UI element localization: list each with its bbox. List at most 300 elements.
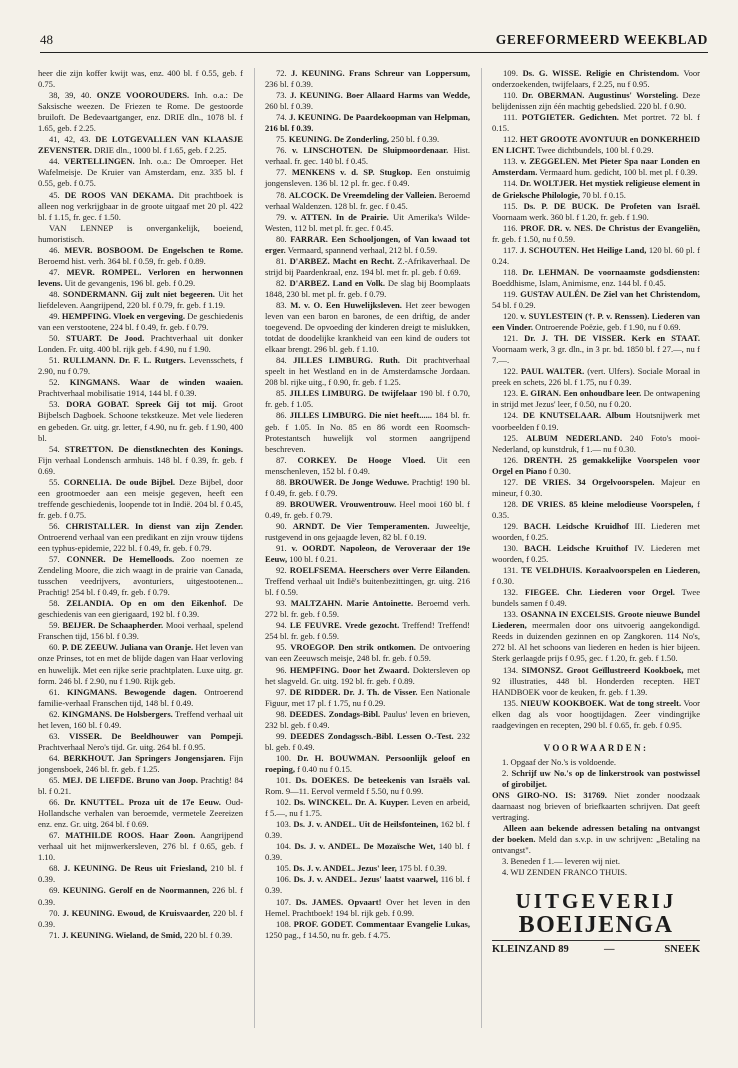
entry-title: KEUNING. De Zonderling, <box>288 134 390 145</box>
book-entry <box>492 609 700 664</box>
book-entry <box>492 156 700 178</box>
entry-details: De geschiedenis van een gierigaard, 192 bl. f 0.39. <box>38 598 244 620</box>
entry-title: BERKHOUT. Jan Springers Jongensjaren. <box>63 752 226 763</box>
entry-details: 240 Foto's mooi-Nederland, op kunstdruk, f 1.— nu f 0.30. <box>492 432 700 454</box>
book-entry <box>38 554 243 598</box>
entry-details: (vert. Ulfers). Sociale Moraal in preek en schets, 226 bl. f 1.75, nu f 0.39. <box>492 366 701 388</box>
entry-title: MEVR. ROMPEL. Verloren en herwonnen levens. <box>38 266 243 288</box>
entry-details: 220 bl. f 0.39. <box>38 907 244 929</box>
entry-number: 96. <box>276 664 287 675</box>
entry-details: 1250 pag., f 14.50, nu fr. geb. f 4.75. <box>265 929 391 940</box>
book-entry <box>265 477 470 499</box>
entry-details: Voornaam werk. 360 bl. f 1.20, fr. geb. f 1.90. <box>492 211 649 222</box>
condition-2-text: Schrijf uw No.'s op de linkerstrook van postwissel of girobiljet. <box>502 767 700 789</box>
publisher-address <box>492 940 700 958</box>
entry-number: 62. <box>49 708 60 719</box>
book-entry <box>492 178 700 200</box>
entry-details: fr. geb. f 1.50, nu f 0.59. <box>492 233 576 244</box>
book-entry <box>492 223 700 245</box>
book-entry <box>492 455 700 477</box>
book-entry <box>38 830 243 863</box>
entry-title: BACH. Leidsche Kruithof <box>524 543 629 554</box>
entry-title: Ds. G. WISSE. Religie en Christendom. <box>522 68 680 78</box>
publication-title: GEREFORMEERD WEEKBLAD <box>495 32 708 47</box>
entry-details: Doktersleven op het slagveld. Gr. uitg. 192 bl. fr. geb. f 0.89. <box>265 664 470 686</box>
book-entry <box>265 134 470 145</box>
book-entry <box>265 388 470 410</box>
entry-number: 99. <box>276 730 287 741</box>
book-entry <box>492 587 700 609</box>
entry-number: 60. <box>49 642 60 653</box>
column-divider <box>254 68 255 1028</box>
publisher-city: SNEEK <box>664 944 700 956</box>
book-entry <box>492 477 700 499</box>
book-entry <box>265 145 470 167</box>
entry-title: MEJ. DE LIEFDE. Bruno van Joop. <box>62 775 198 785</box>
entry-details: 184 bl. fr. geb. f 1.05. In No. 85 en 86 wordt een Roomsch-Protestantsch huwelijk vol stormen aangrijpend beschreven. <box>265 410 470 454</box>
book-entry <box>265 565 470 598</box>
entry-title: Ds. P. DE BUCK. De Profeten van Israël. <box>523 200 700 211</box>
column-1 <box>38 68 243 941</box>
book-entry <box>265 112 470 134</box>
entry-details: Uit Amerika's Wilde-Westen, 112 bl. met pl. fr. gec. f 0.45. <box>265 211 471 233</box>
entry-title: BROUWER. Vrouwentrouw. <box>289 498 397 509</box>
entry-title: ONZE VOOROUDERS. <box>96 90 190 101</box>
entry-details: f 0.30. <box>548 465 571 476</box>
entry-details: 140 bl. f 0.39. <box>265 841 470 863</box>
entry-details: Een onstuimig jongensleven. 136 bl. 12 pl. fr. gec. f 0.49. <box>265 167 471 189</box>
conditions-heading: VOORWAARDEN: <box>543 742 649 753</box>
entry-number: 124. <box>503 410 518 421</box>
entry-number: 131. <box>503 565 518 576</box>
book-entry <box>492 134 700 156</box>
book-entry <box>38 598 243 620</box>
entry-title: J. KEUNING. Frans Schreur van Loppersum, <box>290 68 470 78</box>
entry-details: Voornaam werk, 3 gr. dln., in 3 pr. bd. 1850 bl. f 27.—, nu f 7.—. <box>492 344 700 366</box>
entry-details: Prachtverhaal uit donker Londen. Fr. uitg. 400 bl. rijk geb. f 4.90, nu f 1.90. <box>38 333 244 355</box>
entry-number: 83. <box>276 299 287 310</box>
entry-number: 80. <box>276 233 287 244</box>
entry-title: HEMPFING. Vloek en vergeving. <box>61 311 186 322</box>
entry-number: 78. <box>276 189 287 200</box>
entry-number: 67. <box>49 830 60 841</box>
entry-title: v. LINSCHOTEN. De Sluipmoordenaar. <box>291 145 449 156</box>
entry-details: Uit de gevangenis, 196 bl. geb. f 0.29. <box>64 277 196 288</box>
entry-title: E. GIRAN. Een onhoudbare leer. <box>520 388 642 399</box>
book-entry <box>38 908 243 930</box>
entry-title: ALBUM NEDERLAND. <box>526 432 623 443</box>
publisher-street: KLEINZAND 89 <box>492 944 569 956</box>
book-entry <box>265 863 470 874</box>
entry-title: PROF. GODET. Commentaar Evangelie Lukas, <box>293 918 471 929</box>
entry-details: 100 bl. f 0.21. <box>289 554 338 565</box>
entry-title: CORKEY. De Hooge Vloed. <box>297 454 426 465</box>
entry-number: 51. <box>49 355 60 366</box>
entry-details: heer die zijn koffer kwijt was, enz. 400 bl. f 0.55, geb. f 0.75. <box>38 68 243 90</box>
book-entry <box>265 543 470 565</box>
book-entry <box>265 521 470 543</box>
entry-title: DE RIDDER. Dr. J. Th. de Visser. <box>289 686 418 697</box>
book-entry <box>265 819 470 841</box>
entry-details: Twee bundels samen f 0.49. <box>492 587 701 609</box>
entry-number: 135. <box>503 697 518 708</box>
book-entry <box>265 167 470 189</box>
entry-number: 91. <box>276 543 287 554</box>
book-entry <box>38 642 243 686</box>
entry-number: 105. <box>276 863 291 874</box>
book-entry <box>265 90 470 112</box>
entry-number: 75. <box>276 134 287 145</box>
book-entry <box>38 753 243 775</box>
entry-title: ROELFSEMA. Heerschers over Verre Eilanden. <box>289 565 470 576</box>
entry-number: 108. <box>276 918 291 929</box>
entry-title: DE KNUTSELAAR. Album <box>522 410 631 421</box>
book-entry <box>492 521 700 543</box>
book-entry <box>265 731 470 753</box>
entry-number: 55. <box>49 476 60 487</box>
entry-number: 85. <box>276 388 287 399</box>
book-entry <box>265 775 470 797</box>
book-entry <box>38 311 243 333</box>
entry-number: 50. <box>49 333 60 344</box>
entry-number: 61. <box>49 686 60 697</box>
entry-number: 122. <box>503 366 518 377</box>
entry-number: 134. <box>503 664 518 675</box>
entry-number: 92. <box>276 565 287 576</box>
entry-details: Vermaard, spannend verhaal, 212 bl. f 0.59. <box>287 244 438 255</box>
entry-details: f 0.35. <box>492 498 701 520</box>
entry-number: 93. <box>276 598 287 609</box>
entry-number: 79. <box>276 211 287 222</box>
entry-title: v. ATTEN. In de Prairie. <box>290 211 389 222</box>
book-entry <box>492 410 700 432</box>
entry-title: FARRAR. Een Schooljongen, of Van kwaad tot erger. <box>265 233 471 255</box>
entry-title: J. KEUNING. Boer Allaard Harms van Wedde, <box>290 90 470 101</box>
book-entry <box>492 267 700 289</box>
entry-title: BROUWER. De Jonge Weduwe. <box>289 476 410 487</box>
entry-details: 116 bl. f 0.39. <box>265 874 471 896</box>
entry-details: Ontroerend verhaal van een predikant en zijn vrouw tijdens een typhus-epidemie, 222 bl. f 0.49, fr. geb. f 0.79. <box>38 531 243 554</box>
entry-number: 46. <box>49 244 60 255</box>
entry-number: 118. <box>503 266 518 277</box>
entry-details: Inh. o.a.: De Omroeper. Het Wafelmeisje. De Kruier van Amsterdam, enz. 335 bl. f 0.55, geb. f 0.75. <box>38 156 244 189</box>
entry-details: Voor onderzoekenden, twijfelaars, f 2.25, nu f 0.95. <box>492 68 701 90</box>
book-entry <box>492 543 700 565</box>
entry-number: 86. <box>276 410 287 421</box>
entry-details: Prachtverhaal Nero's tijd. Gr. uitg. 264 bl. f 0.95. <box>38 741 206 752</box>
entry-title: HEMPFING. Door het Zwaard. <box>289 664 410 675</box>
entry-number: 70. <box>49 907 60 918</box>
entry-title: Ds. WINCKEL. Dr. A. Kuyper. <box>293 797 409 808</box>
book-entry <box>265 753 470 775</box>
entry-number: 95. <box>276 642 287 653</box>
entry-number: 103. <box>276 819 291 830</box>
condition-1: 1. Opgaaf der No.'s is voldoende. <box>502 756 617 767</box>
entry-title: VROEGOP. Den strik ontkomen. <box>290 642 416 653</box>
entry-title: Ds. DOEKES. De beteekenis van Israëls val. <box>295 775 471 785</box>
entry-number: 102. <box>276 797 291 808</box>
entry-number: 132. <box>503 587 518 598</box>
condition-4: 4. WIJ ZENDEN FRANCO THUIS. <box>502 867 628 878</box>
entry-details: Juweeltje, rustgevend in ons gejaagde leven, 82 bl. f 0.19. <box>265 520 471 542</box>
entry-details: Deze belijdenissen zijn één machtig gebedslied. 220 bl. f 0.90. <box>492 90 701 112</box>
entry-title: Ds. JAMES. Opvaart! <box>295 896 382 907</box>
entry-details: 190 bl. f 0.70, fr. geb. f 1.05. <box>265 388 471 410</box>
giro-label: ONS GIRO-NO. IS: 31769. <box>492 790 607 800</box>
entry-details: VAN LENNEP is onvergankelijk, boeiend, humoristisch. <box>38 222 243 244</box>
entry-details: 260 bl. f 0.39. <box>265 101 313 112</box>
entry-number: 44. <box>49 156 60 167</box>
book-entry <box>38 68 243 90</box>
entry-details: Groot Bijbelsch Dagboek. Schoone tekstkeuze. Met vele liederen en gebeden. Gr. uitg. gr. letter, f 4.90, nu fr. geb. f 1.90, 400 bl. <box>38 399 243 443</box>
entry-details: Fijn verhaal Londensch armhuis. 148 bl. f 0.39, fr. geb. f 0.69. <box>38 454 243 476</box>
entry-number: 84. <box>276 355 287 366</box>
book-entry <box>492 698 700 731</box>
book-entry <box>38 521 243 554</box>
page-number: 48 <box>40 32 53 47</box>
book-entry <box>492 90 700 112</box>
entry-number: 49. <box>49 311 60 322</box>
entry-details: Over het leven in den Hemel. Prachtboek! 194 bl. rijk geb. f 0.99. <box>265 896 471 918</box>
book-entry <box>38 477 243 521</box>
entry-title: Dr. LEHMAN. De voornaamste godsdiensten: <box>522 266 701 277</box>
entry-title: TE VELDHUIS. Koraalvoorspelen en Liederen, <box>521 565 700 576</box>
entry-details: Treffend verhaal uit het leven, 160 bl. f 0.49. <box>38 708 244 730</box>
book-entry <box>38 731 243 753</box>
entry-title: PAUL WALTER. <box>520 366 585 377</box>
entry-details: Levensschets, f 2.90, nu f 0.79. <box>38 355 243 377</box>
entry-number: 123. <box>503 388 518 399</box>
book-entry <box>38 134 243 156</box>
book-entry <box>38 930 243 941</box>
book-entry <box>265 355 470 388</box>
entry-title: MEVR. BOSBOOM. De Engelschen te Rome. <box>64 244 243 255</box>
entry-details: Oud-Hollandsche verhalen van beroemde, vermetele Zeereizen enz. enz. Gr. uitg. 264 bl. f 0.69. <box>38 797 244 830</box>
entry-details: Uit een menschenleven, 152 bl. f 0.49. <box>265 454 471 476</box>
entry-number: 82. <box>276 277 287 288</box>
book-entry <box>265 455 470 477</box>
entry-number: 114. <box>503 178 518 189</box>
book-entry <box>265 190 470 212</box>
entry-details: Boeddhisme, Islam, Animisme, enz. 144 bl. f 0.45. <box>492 277 666 288</box>
entry-details: Hist. verhaal. fr. gec. 140 bl. f 0.45. <box>265 145 470 167</box>
entry-details: Met portret. 72 bl. f 0.15. <box>492 112 701 134</box>
book-entry <box>38 687 243 709</box>
column-3-entries <box>492 68 700 731</box>
entry-details: meermalen door ons uitvoerig aangekondigd. Reeds in duizenden gezinnen en op Zangkoren. 114 No's, 272 bl. Al het schoons van liederen en heden is hier bijeen. Sterk gerlaagde prijs f 0.95, gec. f 1.20, fr. geb. f 1.50. <box>492 620 700 664</box>
entry-details: 236 bl. f 0.39. <box>265 79 313 90</box>
entry-title: DRENTH. 25 gemakkelijke Voorspelen voor Orgel en Piano <box>492 454 700 476</box>
entry-title: DE ROOS VAN DEKAMA. <box>64 189 174 200</box>
book-entry <box>38 709 243 731</box>
entry-details: Houtsnijwerk met voorbeelden f 0.19. <box>492 410 700 432</box>
entry-title: CORNELIA. De oude Bijbel. <box>63 476 176 487</box>
entry-title: POTGIETER. Gedichten. <box>521 112 619 123</box>
entry-number: 129. <box>503 520 518 531</box>
entry-number: 121. <box>503 333 518 344</box>
book-entry <box>38 190 243 223</box>
entry-title: STRETTON. De dienstknechten des Konings. <box>64 443 243 454</box>
payment-after-delivery <box>492 823 700 856</box>
entry-title: LE FEUVRE. Vrede gezocht. <box>289 620 400 631</box>
book-entry <box>38 885 243 907</box>
publisher-label: UITGEVERIJ <box>515 889 677 914</box>
entry-number: 59. <box>49 620 60 631</box>
entry-title: v. OORDT. Napoleon, de Veroveraar der 19e Eeuw, <box>265 543 470 565</box>
entry-title: BEIJER. De Schaapherder. <box>62 620 164 631</box>
book-entry <box>265 841 470 863</box>
entry-title: JILLES LIMBURG. Die niet heeft...... <box>289 410 433 421</box>
entry-details: 54 bl. f 0.29. <box>492 299 536 310</box>
book-entry <box>265 642 470 664</box>
entry-number: 110. <box>503 90 518 101</box>
book-entry <box>492 201 700 223</box>
entry-details: 175 bl. f 0.39. <box>398 863 447 874</box>
entry-number: 101. <box>276 775 291 785</box>
entry-number: 77. <box>276 167 287 178</box>
entry-details: Het zeer bewogen leven van een baron en barones, de een driftig, de ander toegevend. De opvoeding der kinderen dreigt te mislukken, totdat de doodelijke krankheid van een kind de ouders tot elkaar brengt. 296 bl. geb. f 1.10. <box>265 299 471 355</box>
entry-title: DEEDES Zondagssch.-Bibl. Lessen O.-Test. <box>290 730 454 741</box>
entry-details: Ontroerende Poëzie, geb. f 1.90, nu f 0.69. <box>535 322 681 333</box>
entry-number: 106. <box>276 874 291 885</box>
book-entry <box>38 223 243 245</box>
book-entry <box>492 289 700 311</box>
entry-details: 250 bl. f 0.39. <box>391 134 440 145</box>
entry-title: STUART. De Jood. <box>66 333 145 344</box>
entry-title: KINGMANS. Bewogende dagen. <box>66 686 197 697</box>
entry-title: Ds. J. v. ANDEL. Jezus' leer, <box>293 863 397 874</box>
entry-title: MATHILDE ROOS. Haar Zoon. <box>65 830 196 841</box>
entry-details: 210 bl. f 0.39. <box>38 863 243 885</box>
column-3 <box>492 68 700 958</box>
entry-details: Dit prachtboek is alleen nog verkrijgbaar in de groote uitgaaf met 20 pl. 422 bl. f 1.15, fr. gec. f 1.50. <box>38 189 244 222</box>
book-entry <box>38 267 243 289</box>
entry-details: Leven en arbeid, f 5.—, nu f 1.75. <box>265 797 471 819</box>
entry-details: Mooi verhaal, spelend Franschen tijd, 156 bl. f 0.39. <box>38 620 244 642</box>
entry-number: 127. <box>503 476 518 487</box>
entry-number: 90. <box>276 520 287 531</box>
entry-details: Majeur en mineur, f 0.30. <box>492 476 700 498</box>
entry-title: HET GROOTE AVONTUUR en DONKERHEID EN LICHT. <box>492 134 700 156</box>
entry-title: RULLMANN. Dr. F. L. Rutgers. <box>63 355 186 366</box>
entry-title: MALTZAHN. Marie Antoinette. <box>290 598 414 609</box>
entry-title: Dr. OBERMAN. Augustinus' Worsteling. <box>521 90 679 101</box>
entry-title: Dr. J. TH. DE VISSER. Kerk en STAAT. <box>524 333 700 344</box>
entry-number: 120. <box>503 311 518 322</box>
entry-title: JILLES LIMBURG. De twijfelaar <box>289 388 418 399</box>
book-entry <box>38 863 243 885</box>
entry-number: 48. <box>49 288 60 299</box>
entry-number: 119. <box>503 288 518 299</box>
entry-details: De ontwapening in strijd met Jezus' leer, f 0.50, nu f 0.20. <box>492 388 700 410</box>
book-entry <box>492 499 700 521</box>
entry-number: 115. <box>503 200 518 211</box>
entry-number: 41, 42, 43. <box>49 134 91 145</box>
entry-number: 47. <box>49 266 60 277</box>
entry-number: 130. <box>503 543 518 554</box>
book-entry <box>265 499 470 521</box>
book-entry <box>492 311 700 333</box>
entry-details: Voor elken dag als voor hoogtijdagen. Zeer vindingrijke raadgevingen en recepten, 290 bl. f 0.65, fr. geb. f 0.95. <box>492 697 700 730</box>
book-entry <box>265 919 470 941</box>
giro-number <box>492 790 700 823</box>
entry-details: De slag bij Boomplaats 1848, 230 bl. met pl. fr. geb. f 0.79. <box>265 277 471 299</box>
entry-number: 125. <box>503 432 518 443</box>
entry-number: 98. <box>276 708 287 719</box>
book-entry <box>492 388 700 410</box>
entry-title: FIEGEE. Chr. Liederen voor Orgel. <box>524 587 675 598</box>
entry-number: 97. <box>276 686 287 697</box>
entry-title: D'ARBEZ. Land en Volk. <box>289 277 386 288</box>
entry-details: Vermaard hum. gedicht, 100 bl. met pl. f 0.39. <box>539 167 698 178</box>
entry-title: Dr. H. BOUWMAN. Persoonlijk geloof en roeping, <box>265 752 470 774</box>
page-header <box>40 30 708 53</box>
entry-details: Zoo noemen ze Zendeling Moore, die zich waagt in de prairie van Canada, tusschen veedrijvers, avonturiers, uitgestootenen... Prachtig! 254 bl. f 0.49, fr. geb. f 0.79. <box>38 554 244 598</box>
entry-title: P. DE ZEEUW. Juliana van Oranje. <box>61 642 194 653</box>
entry-title: SIMONSZ. Groot Geïllustreerd Kookboek, <box>521 664 684 675</box>
entry-number: 71. <box>49 929 60 940</box>
entry-number: 58. <box>49 598 60 609</box>
entry-details: Ontroerend familie-verhaal Franschen tijd, 148 bl. f 0.49. <box>38 686 243 708</box>
book-entry <box>265 874 470 896</box>
condition-2 <box>492 768 700 790</box>
entry-details: Twee dichtbundels, 100 bl. f 0.29. <box>537 145 654 156</box>
entry-number: 128. <box>503 498 518 509</box>
payment-label: Alleen aan bekende adressen betaling na ontvangst der boeken. <box>492 823 700 845</box>
entry-title: J. KEUNING. De Reus uit Friesland, <box>63 863 207 874</box>
entry-details: 70 bl. f 0.15. <box>582 189 626 200</box>
entry-title: SONDERMANN. Gij zult niet begeeren. <box>63 288 215 299</box>
entry-title: GUSTAV AULÉN. De Ziel van het Christendom, <box>520 288 700 299</box>
entry-title: J. SCHOUTEN. Het Heilige Land, <box>520 244 647 255</box>
entry-details: Prachtig! 84 bl. f 0.21. <box>38 775 243 797</box>
entry-number: 104. <box>276 841 291 852</box>
publisher-name: BOEIJENGA <box>518 912 674 939</box>
book-entry <box>38 289 243 311</box>
giro-note: Niet zonder noodzaak daarnaast nog brieven of briefkaarten schrijven. Dat geeft vertraging. <box>492 790 700 823</box>
column-divider <box>481 68 482 1028</box>
entry-title: BACH. Leidsche Kruidhof <box>523 520 629 531</box>
entry-title: CONNER. De Hemelloods. <box>66 554 175 565</box>
entry-details: 226 bl. f 0.39. <box>38 885 243 907</box>
book-entry <box>492 68 700 90</box>
entry-number: 74. <box>276 112 287 123</box>
entry-title: ARNDT. De Vier Temperamenten. <box>292 520 430 531</box>
entry-number: 76. <box>276 145 287 156</box>
book-entry <box>265 620 470 642</box>
entry-number: 65. <box>49 775 60 785</box>
entry-number: 38, 39, 40. <box>49 90 92 101</box>
book-entry <box>38 377 243 399</box>
book-entry <box>265 278 470 300</box>
entry-details: Het leven van onze Prinses, tot en met de blijde dagen van Haar verloving en huwelijk. Met een rijke serie prachtplaten. Luxe uitg. gr. form. 246 bl. f 2.90, nu f 1.90. Rijk geb. <box>38 642 244 686</box>
entry-details: 120 bl. 60 pl. f 0.24. <box>492 244 700 266</box>
entry-title: J. KEUNING. Ewoud, de Kruisvaarder, <box>62 907 211 918</box>
entry-title: D'ARBEZ. Macht en Recht. <box>289 255 395 266</box>
entry-details: Heel mooi 160 bl. f 0.49, fr. geb. f 0.79. <box>265 498 471 520</box>
book-entry <box>38 355 243 377</box>
entry-details: Paulus' leven en brieven, 232 bl. geb. f 0.49. <box>265 708 470 730</box>
book-entry <box>492 565 700 587</box>
entry-title: CHRISTALLER. In dienst van zijn Zender. <box>65 520 243 531</box>
entry-details: 232 bl. geb. f 0.49. <box>265 730 470 752</box>
book-entry <box>265 797 470 819</box>
book-entry <box>38 156 243 189</box>
entry-title: MENKENS v. d. SP. Stugkop. <box>291 167 413 178</box>
entry-number: 100. <box>276 752 291 763</box>
entry-number: 66. <box>49 797 60 808</box>
entry-title: ALCOCK. De Vreemdeling der Valleien. <box>288 189 437 200</box>
